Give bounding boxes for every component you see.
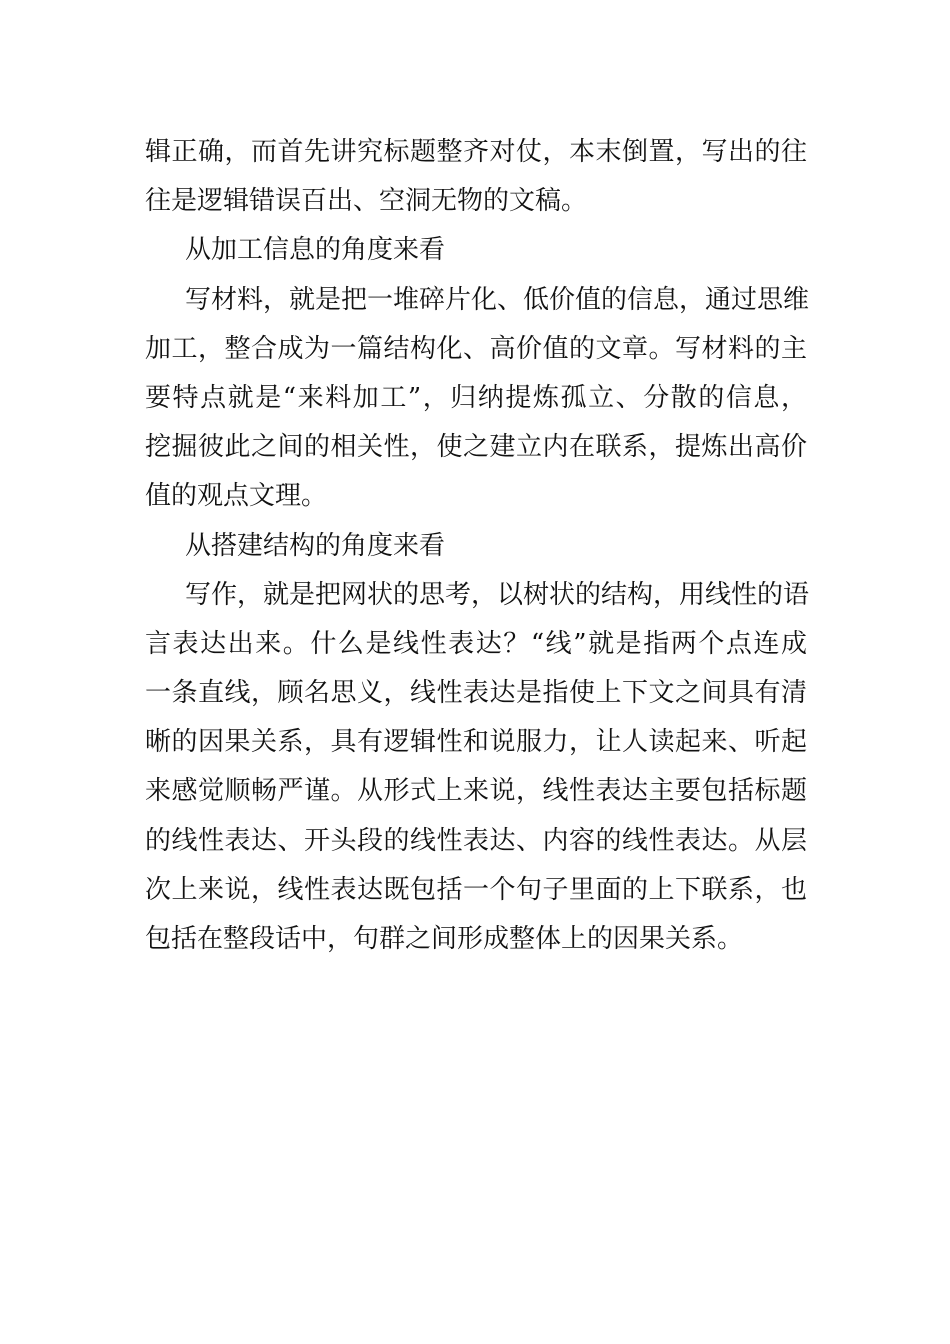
text-line: 写作，就是把网状的思考，以树状的结构，用线性的语 bbox=[185, 579, 810, 610]
text-line: 次上来说，线性表达既包括一个句子里面的上下联系，也 bbox=[145, 874, 807, 905]
text-line: 辑正确，而首先讲究标题整齐对仗，本末倒置，写出的往 bbox=[145, 137, 807, 167]
text-line: 挖掘彼此之间的相关性，使之建立内在联系，提炼出高价 bbox=[145, 432, 807, 463]
text-line: 往是逻辑错误百出、空洞无物的文稿。 bbox=[145, 186, 588, 217]
section-heading: 从加工信息的角度来看 bbox=[185, 235, 446, 266]
text-line: 晰的因果关系，具有逻辑性和说服力，让人读起来、听起 bbox=[145, 727, 807, 758]
text-line: 加工，整合成为一篇结构化、高价值的文章。写材料的主 bbox=[145, 333, 807, 364]
text-line: 一条直线，顾名思义，线性表达是指使上下文之间具有清 bbox=[145, 678, 807, 709]
text-line: 来感觉顺畅严谨。从形式上来说，线性表达主要包括标题 bbox=[145, 776, 807, 807]
section-heading: 从搭建结构的角度来看 bbox=[185, 530, 446, 561]
text-line: 写材料，就是把一堆碎片化、低价值的信息，通过思维 bbox=[185, 284, 810, 315]
text-line: 的线性表达、开头段的线性表达、内容的线性表达。从层 bbox=[145, 825, 807, 856]
text-line: 值的观点文理。 bbox=[145, 481, 328, 512]
body-text bbox=[145, 128, 810, 964]
text-line: 言表达出来。什么是线性表达？“线”就是指两个点连成 bbox=[145, 628, 807, 659]
text-line: 要特点就是“来料加工”，归纳提炼孤立、分散的信息， bbox=[145, 382, 807, 413]
text-line: 包括在整段话中，句群之间形成整体上的因果关系。 bbox=[145, 924, 744, 954]
